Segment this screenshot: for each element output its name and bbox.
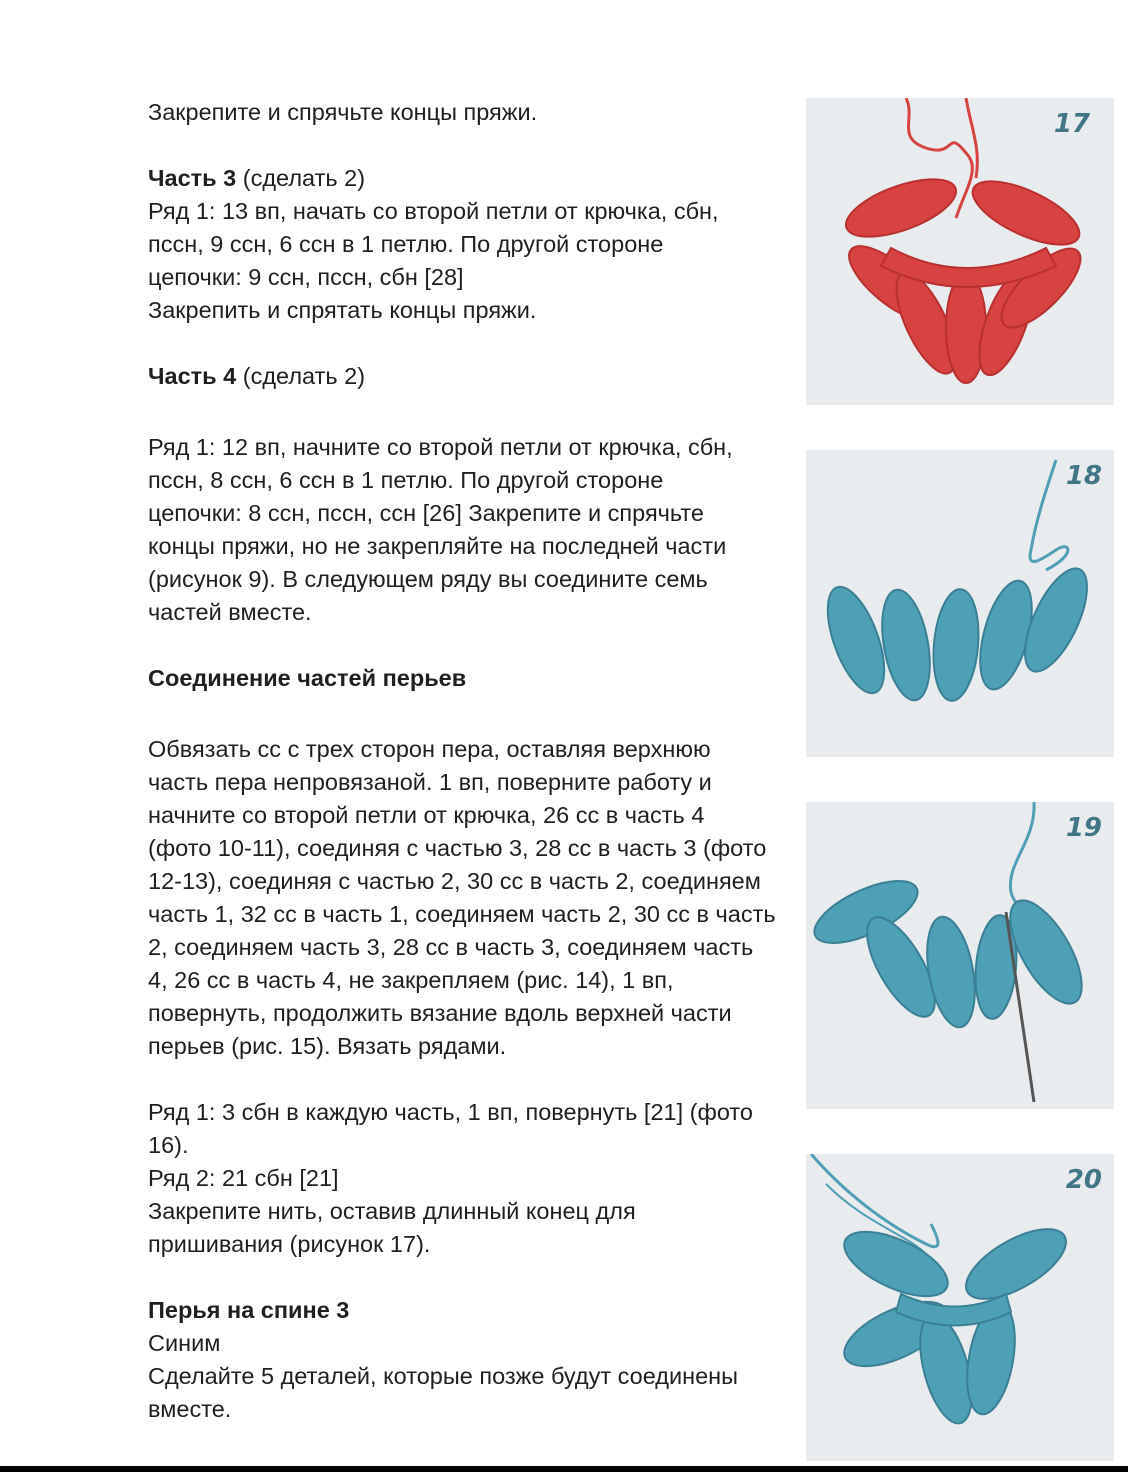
back-line: Синим xyxy=(148,1330,221,1356)
row-line: Закрепите нить, оставив длинный конец для xyxy=(148,1198,636,1224)
part3-line: пссн, 9 ссн, 6 ссн в 1 петлю. По другой стороне xyxy=(148,231,664,257)
part4-line: пссн, 8 ссн, 6 ссн в 1 петлю. По другой стороне xyxy=(148,467,664,493)
figure-19-photo xyxy=(806,802,1114,1109)
join-line: начните со второй петли от крючка, 26 сс в часть 4 xyxy=(148,802,705,828)
part4-line: Ряд 1: 12 вп, начните со второй петли от крючка, сбн, xyxy=(148,434,733,460)
row-line: пришивания (рисунок 17). xyxy=(148,1231,431,1257)
feather-piece xyxy=(839,167,963,248)
page-bottom-rule xyxy=(0,1466,1128,1472)
figure-17-photo xyxy=(806,98,1114,405)
blue-joined-image xyxy=(806,1154,1114,1461)
part4-line: цепочки: 8 ссн, пссн, ссн [26] Закрепите и спрячьте xyxy=(148,500,704,526)
row-line: 16). xyxy=(148,1132,189,1158)
feather-piece xyxy=(964,169,1088,258)
back-heading xyxy=(148,1294,798,1327)
figure-18-number: 18 xyxy=(1065,461,1102,491)
join-heading xyxy=(148,662,798,695)
feather-piece xyxy=(835,1219,957,1310)
closing-line: Закрепите и спрячьте концы пряжи. xyxy=(148,99,538,125)
back-title: Перья на спине 3 xyxy=(148,1297,350,1323)
feather-piece xyxy=(875,586,938,704)
join-line: Обвязать сс с трех сторон пера, оставляя верхнюю xyxy=(148,736,711,762)
figure-20-photo xyxy=(806,1154,1114,1461)
back-line: Сделайте 5 деталей, которые позже будут соединены xyxy=(148,1363,739,1389)
part3-line: Закрепить и спрятать концы пряжи. xyxy=(148,297,537,323)
feather-piece xyxy=(929,587,983,702)
join-line: часть пера непровязаной. 1 вп, поверните работу и xyxy=(148,769,712,795)
part3-heading xyxy=(148,162,798,195)
part3-line: цепочки: 9 ссн, пссн, сбн [28] xyxy=(148,264,464,290)
figure-19-number: 19 xyxy=(1065,813,1102,843)
part4-line: (рисунок 9). В следующем ряду вы соедините семь xyxy=(148,566,708,592)
feather-piece xyxy=(956,1215,1077,1313)
join-line: (фото 10-11), соединяя с частью 3, 28 сс в часть 3 (фото xyxy=(148,835,767,861)
figure-18-photo xyxy=(806,450,1114,757)
part4-heading xyxy=(148,360,798,393)
join-line: перьев (рис. 15). Вязать рядами. xyxy=(148,1033,507,1059)
instructions-text xyxy=(148,96,798,1426)
join-line: повернуть, продолжить вязание вдоль верхней части xyxy=(148,1000,732,1026)
row-line: Ряд 2: 21 сбн [21] xyxy=(148,1165,339,1191)
row-line: Ряд 1: 3 сбн в каждую часть, 1 вп, повернуть [21] (фото xyxy=(148,1099,753,1125)
part3-line: Ряд 1: 13 вп, начать со второй петли от крючка, сбн, xyxy=(148,198,719,224)
figure-20-number: 20 xyxy=(1065,1165,1102,1195)
blue-parts-image xyxy=(806,450,1114,757)
back-line: вместе. xyxy=(148,1396,232,1422)
blue-parts-hook-image xyxy=(806,802,1114,1109)
part4-title: Часть 4 xyxy=(148,363,237,389)
part4-line: концы пряжи, но не закрепляйте на последней части xyxy=(148,533,727,559)
figure-17-number: 17 xyxy=(1053,109,1090,139)
join-line: 12-13), соединяя с частью 2, 30 сс в часть 2, соединяем xyxy=(148,868,761,894)
part4-line: частей вместе. xyxy=(148,599,312,625)
part3-title: Часть 3 xyxy=(148,165,237,191)
join-line: часть 1, 32 сс в часть 1, соединяем часть 2, 30 сс в часть xyxy=(148,901,776,927)
join-line: 2, соединяем часть 3, 28 сс в часть 3, соединяем часть xyxy=(148,934,754,960)
red-feathers-image xyxy=(806,98,1114,405)
join-title: Соединение частей перьев xyxy=(148,665,467,691)
part3-note: (сделать 2) xyxy=(236,165,366,191)
join-line: 4, 26 сс в часть 4, не закрепляем (рис. 14), 1 вп, xyxy=(148,967,674,993)
part4-note: (сделать 2) xyxy=(236,363,366,389)
